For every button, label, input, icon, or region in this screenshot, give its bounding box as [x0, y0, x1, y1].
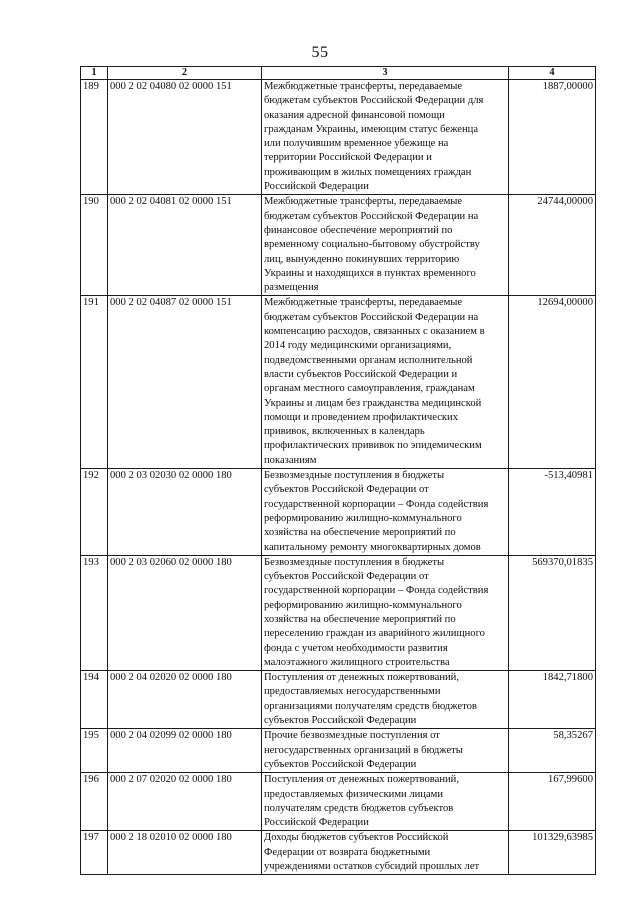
revenue-description: [262, 671, 509, 729]
description-line: реформированию жилищно-коммунального: [264, 512, 462, 524]
row-number: 189: [81, 80, 108, 195]
table-row: [81, 469, 596, 556]
description-line: Безвозмездные поступления в бюджеты: [264, 556, 445, 568]
description-line: субъектов Российской Федерации от: [264, 571, 429, 583]
description-line: Поступления от денежных пожертвований,: [264, 672, 459, 684]
description-line: бюджетам субъектов Российской Федерации на: [264, 311, 479, 323]
description-line: субъектов Российской Федерации от: [264, 484, 429, 496]
budget-code: 000 2 02 04080 02 0000 151: [108, 80, 262, 195]
description-line: государственной корпорации – Фонда содействия: [264, 585, 489, 597]
amount-value: -513,40981: [509, 469, 596, 556]
budget-code: 000 2 03 02030 02 0000 180: [108, 469, 262, 556]
budget-code: 000 2 07 02020 02 0000 180: [108, 773, 262, 831]
description-line: бюджетам субъектов Российской Федерации для: [264, 95, 484, 107]
description-line: органам местного самоуправления, гражданам: [264, 383, 475, 395]
description-line: Российской Федерации: [264, 817, 369, 829]
budget-revenue-table: [80, 66, 596, 875]
revenue-description: [262, 729, 509, 773]
description-line: финансовое обеспечение мероприятий по: [264, 224, 453, 236]
description-line: оказания адресной финансовой помощи: [264, 109, 445, 121]
table-row: [81, 555, 596, 670]
row-number: 197: [81, 831, 108, 875]
description-line: Доходы бюджетов субъектов Российской: [264, 832, 449, 844]
header-col-4: 4: [509, 67, 596, 80]
description-line: учреждениями остатков субсидий прошлых лет: [264, 861, 480, 873]
description-line: 2014 году медицинскими организациями,: [264, 340, 452, 352]
amount-value: 24744,00000: [509, 195, 596, 296]
row-number: 193: [81, 555, 108, 670]
description-line: показаниям: [264, 454, 317, 466]
description-line: территории Российской Федерации и: [264, 152, 432, 164]
table-row: [81, 773, 596, 831]
budget-code: 000 2 04 02099 02 0000 180: [108, 729, 262, 773]
description-line: Межбюджетные трансферты, передаваемые: [264, 196, 463, 208]
description-line: гражданам Украины, имеющим статус беженца: [264, 123, 479, 135]
page-number: 55: [311, 44, 329, 61]
amount-value: 167,99600: [509, 773, 596, 831]
description-line: компенсацию расходов, связанных с оказанием в: [264, 326, 485, 338]
description-line: размещения: [264, 282, 319, 294]
table-row: [81, 671, 596, 729]
description-line: профилактических прививок по эпидемическим: [264, 440, 482, 452]
description-line: капитальному ремонту многоквартирных домов: [264, 541, 481, 553]
description-line: Поступления от денежных пожертвований,: [264, 774, 459, 786]
table-body: [81, 80, 596, 875]
description-line: Украины и находящихся в пунктах временного: [264, 267, 476, 279]
amount-value: 1887,00000: [509, 80, 596, 195]
description-line: лиц, вынужденно покинувших территорию: [264, 253, 460, 265]
amount-value: 569370,01835: [509, 555, 596, 670]
revenue-description: [262, 195, 509, 296]
description-line: субъектов Российской Федерации: [264, 758, 417, 770]
description-line: предоставляемых физическими лицами: [264, 788, 444, 800]
row-number: 190: [81, 195, 108, 296]
description-line: субъектов Российской Федерации: [264, 715, 417, 727]
description-line: власти субъектов Российской Федерации и: [264, 368, 458, 380]
table-row: [81, 195, 596, 296]
description-line: хозяйства на обеспечение мероприятий по: [264, 527, 456, 539]
amount-value: 12694,00000: [509, 296, 596, 469]
row-number: 192: [81, 469, 108, 556]
description-line: временному социально-бытовому обустройству: [264, 239, 480, 251]
amount-value: 1842,71800: [509, 671, 596, 729]
table-row: [81, 729, 596, 773]
description-line: Безвозмездные поступления в бюджеты: [264, 470, 445, 482]
budget-code: 000 2 02 04087 02 0000 151: [108, 296, 262, 469]
budget-code: 000 2 03 02060 02 0000 180: [108, 555, 262, 670]
description-line: фонда с учетом необходимости развития: [264, 642, 448, 654]
description-line: Прочие безвозмездные поступления от: [264, 730, 440, 742]
revenue-description: [262, 555, 509, 670]
row-number: 195: [81, 729, 108, 773]
budget-code: 000 2 02 04081 02 0000 151: [108, 195, 262, 296]
header-col-1: 1: [81, 67, 108, 80]
header-row: [81, 67, 596, 80]
amount-value: 101329,63985: [509, 831, 596, 875]
description-line: Российской Федерации: [264, 181, 369, 193]
description-line: Межбюджетные трансферты, передаваемые: [264, 81, 463, 92]
description-line: негосударственных организаций в бюджеты: [264, 744, 463, 756]
description-line: переселению граждан из аварийного жилищного: [264, 628, 485, 640]
description-line: организациями получателям средств бюджетов: [264, 700, 477, 712]
description-line: проживающим в жилых помещениях граждан: [264, 166, 472, 178]
row-number: 194: [81, 671, 108, 729]
amount-value: 58,35267: [509, 729, 596, 773]
revenue-description: [262, 469, 509, 556]
description-line: прививок, включенных в календарь: [264, 426, 425, 438]
description-line: помощи и проведением профилактических: [264, 411, 459, 423]
header-col-3: 3: [262, 67, 509, 80]
table-row: [81, 80, 596, 195]
header-col-2: 2: [108, 67, 262, 80]
description-line: подведомственными органам исполнительной: [264, 354, 473, 366]
revenue-description: [262, 773, 509, 831]
table-header: [81, 67, 596, 80]
description-line: Украины и лицам без гражданства медицинской: [264, 397, 482, 409]
description-line: получателям средств бюджетов субъектов: [264, 802, 454, 814]
description-line: государственной корпорации – Фонда содействия: [264, 498, 489, 510]
description-line: малоэтажного жилищного строительства: [264, 656, 450, 668]
budget-code: 000 2 18 02010 02 0000 180: [108, 831, 262, 875]
description-line: Межбюджетные трансферты, передаваемые: [264, 297, 463, 309]
table-row: [81, 831, 596, 875]
description-line: или получившим временное убежище на: [264, 138, 449, 150]
table-row: [81, 296, 596, 469]
description-line: предоставляемых негосударственными: [264, 686, 441, 698]
revenue-description: [262, 831, 509, 875]
description-line: реформированию жилищно-коммунального: [264, 599, 462, 611]
row-number: 191: [81, 296, 108, 469]
description-line: хозяйства на обеспечение мероприятий по: [264, 613, 456, 625]
description-line: Федерации от возврата бюджетными: [264, 846, 431, 858]
row-number: 196: [81, 773, 108, 831]
revenue-description: [262, 296, 509, 469]
budget-code: 000 2 04 02020 02 0000 180: [108, 671, 262, 729]
description-line: бюджетам субъектов Российской Федерации на: [264, 210, 479, 222]
revenue-description: [262, 80, 509, 195]
